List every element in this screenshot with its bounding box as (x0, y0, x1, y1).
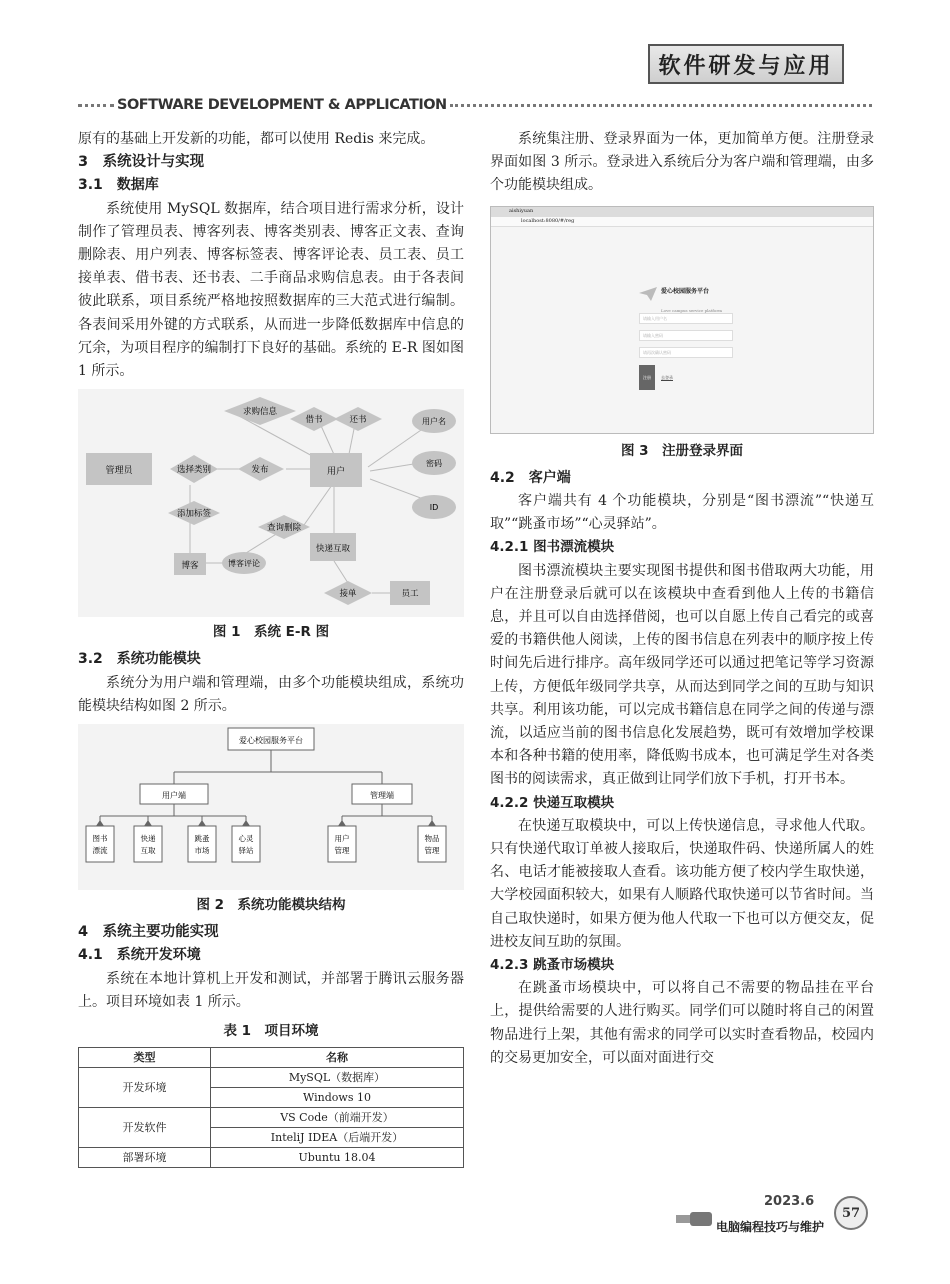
er-entity-kuaidi-label: 快递互取 (315, 544, 351, 555)
section-3-1-title: 3.1 数据库 (78, 177, 159, 194)
section-4-1-body: 系统在本地计算机上开发和测试，并部署于腾讯云服务器上。项目环境如表 1 所示。 (78, 970, 464, 1010)
section-4-2-title: 4.2 客户端 (490, 469, 571, 486)
fig2-caption: 图 2 系统功能模块结构 (196, 897, 346, 914)
confirm-password-input[interactable]: 请再次确认密码 (639, 347, 733, 358)
usb-plug-icon (676, 1210, 716, 1228)
register-button[interactable]: 注册 (639, 365, 655, 390)
table-head-name: 名称 (211, 1048, 464, 1068)
table-cell-dev-soft: 开发软件 (79, 1108, 211, 1148)
module-diagram-svg (78, 724, 464, 890)
er-rel-tianjia-label: 添加标签 (176, 509, 212, 520)
header-bar (78, 96, 872, 114)
module-m4-label-a: 心灵 (238, 834, 254, 844)
table-head-type: 类型 (79, 1048, 211, 1068)
section-4-2-1-body: 图书漂流模块主要实现图书提供和图书借取两大功能，用户在注册登录后就可以在该模块中查看到他人上传的书籍信息，并且可以自由选择借阅，也可以自愿上传自己看完的或喜爱的书籍供他人阅读，上传的图书信息在列表中的顺序按上传时间先后进行排序。高年级同学还可以通过把笔记等学习资源上传，方便低年级同学共享，从而达到同学之间的互助与知识共享。利用该功能，可以完成书籍信息在同学之间的传递与漂流，以适应当前的图书信息化发展趋势，既可有效增加学校课本和各种书籍的使用率，降低购书成本，也可满足学生对各类图书的阅读需求，真正做到让同学们放下手机，打开书本。 (490, 562, 874, 788)
register-login-screenshot (490, 206, 874, 434)
table-header-row (79, 1048, 464, 1068)
er-entity-boke-label: 博客 (181, 561, 199, 572)
er-diagram (78, 389, 464, 617)
module-arrow-user-4 (242, 820, 250, 826)
section-4-2-1-title: 4.2.1 图书漂流模块 (490, 539, 615, 556)
module-arrow-user-1 (96, 820, 104, 826)
right-column (490, 128, 874, 1070)
fig3-caption: 图 3 注册登录界面 (620, 442, 744, 459)
table-cell-win: Windows 10 (211, 1088, 464, 1108)
register-card (639, 285, 733, 385)
fig1-caption: 图 1 系统 E-R 图 (212, 624, 330, 641)
module-arrow-user-3 (198, 820, 206, 826)
table-row (79, 1108, 464, 1128)
module-arrow-admin-2 (428, 820, 436, 826)
module-m1-label-b: 漂流 (92, 846, 108, 856)
module-m6-label-b: 管理 (424, 846, 440, 856)
er-rel-fabu-label: 发布 (251, 465, 269, 476)
section-4-title: 4 系统主要功能实现 (78, 924, 219, 941)
er-entity-admin-label: 管理员 (105, 466, 133, 477)
er-attr-id-label: ID (429, 503, 439, 513)
er-rel-chaxun-label: 查询删除 (266, 523, 302, 534)
password-input[interactable]: 请输入密码 (639, 330, 733, 341)
table-cell-ubuntu: Ubuntu 18.04 (211, 1148, 464, 1168)
table-cell-deploy: 部署环境 (79, 1148, 211, 1168)
module-arrow-user-2 (144, 820, 152, 826)
browser-url: localhost:8080/#/reg (521, 217, 575, 224)
module-root-label: 爱心校园服务平台 (239, 736, 303, 746)
platform-logo-text: 爱心校园服务平台 (661, 287, 710, 295)
section-3-1-body: 系统使用 MySQL 数据库，结合项目进行需求分析，设计制作了管理员表、博客列表、博客类别表、博客正文表、查询删除表、用户列表、博客标签表、博客评论表、员工表、员工接单表、借书表、还书表、二手商品求购信息表。由于各表间彼此联系，项目系统严格地按照数据库的三大范式进行编制。各表间采用外键的方式联系，从而进一步降低数据库中信息的冗余，为项目程序的编制打下良好的基础。系统的 E-R 图如图 1 所示。 (78, 200, 464, 380)
section-4-2-2-title: 4.2.2 快递互取模块 (490, 794, 615, 811)
section-4-1-title: 4.1 系统开发环境 (78, 947, 201, 964)
paper-plane-icon (639, 287, 657, 301)
module-m5-label-a: 用户 (334, 834, 350, 844)
table-row (79, 1148, 464, 1168)
section-4-2-2-body: 在快递互取模块中，可以上传快递信息，寻求他人代取。只有快递代取订单被人接取后，快递取件码、快递所属人的姓名、电话才能被接取人查看。该功能方便了校内学生取快递，大学校园面积较大，如果有人顺路代取快递可以节省时间。当自己取快递时，如果方便为他人代取一下也可以方便交友，促进校友间互助的氛围。 (490, 817, 874, 950)
er-entity-user-label: 用户 (326, 467, 346, 478)
browser-address-bar (491, 217, 873, 227)
module-m5-label-b: 管理 (334, 846, 350, 856)
table-cell-mysql: MySQL（数据库） (211, 1068, 464, 1088)
section-4-2-3-title: 4.2.3 跳蚤市场模块 (490, 957, 615, 974)
left-column (78, 128, 464, 1168)
module-admin-side-label: 管理端 (370, 791, 394, 801)
module-diagram (78, 724, 464, 890)
er-attr-pinglun-label: 博客评论 (228, 559, 260, 569)
issue-date: 2023.6 (764, 1194, 815, 1209)
page-footer (676, 1192, 876, 1252)
module-m3-label-b: 市场 (194, 846, 210, 856)
module-user-side-label: 用户端 (162, 791, 186, 801)
register-actions (639, 365, 733, 390)
table1-caption: 表 1 项目环境 (223, 1023, 319, 1040)
er-rel-huanshu-label: 还书 (349, 415, 367, 426)
section-4-2-body: 客户端共有 4 个功能模块，分别是“图书漂流”“快递互取”“跳蚤市场”“心灵驿站”。 (490, 493, 874, 533)
journal-section-title: 软件研发与应用 (648, 44, 844, 84)
table-row (79, 1068, 464, 1088)
er-rel-qiugou-label: 求购信息 (242, 407, 278, 418)
module-m6-label-a: 物品 (424, 834, 440, 844)
section-3-title: 3 系统设计与实现 (78, 154, 205, 171)
header-dots-left (78, 104, 114, 107)
er-rel-jieshu-label: 借书 (305, 415, 323, 426)
goto-login-link[interactable]: 去登录 (661, 374, 673, 380)
table-cell-idea: InteliJ IDEA（后端开发） (211, 1128, 464, 1148)
module-m4-label-b: 驿站 (238, 846, 254, 856)
platform-slogan: Love campus service platform (661, 307, 723, 313)
module-m2-label-a: 快递 (140, 834, 156, 844)
module-arrow-admin-1 (338, 820, 346, 826)
section-3-2-title: 3.2 系统功能模块 (78, 651, 201, 668)
section-3-2-body: 系统分为用户端和管理端，由多个功能模块组成，系统功能模块结构如图 2 所示。 (78, 674, 464, 714)
er-attr-password-label: 密码 (426, 459, 442, 469)
section-4-2-3-body: 在跳蚤市场模块中，可以将自己不需要的物品挂在平台上，提供给需要的人进行购买。同学们可以随时将自己的闲置物品进行上架，其他有需求的同学可以实时查看物品，校园内的交易更加安全，可以面对面进行交 (490, 980, 874, 1066)
er-rel-jiedan-label: 接单 (339, 589, 357, 600)
er-diagram-svg (78, 389, 464, 617)
header-en-title: SOFTWARE DEVELOPMENT & APPLICATION (117, 97, 447, 113)
intro-tail: 原有的基础上开发新的功能，都可以使用 Redis 来完成。 (78, 131, 435, 147)
browser-tab-label: aishiyuan (509, 208, 534, 215)
username-input[interactable]: 请输入用户名 (639, 313, 733, 324)
header-dots-right (450, 104, 872, 107)
er-entity-yuangong-label: 员工 (401, 589, 419, 600)
module-m1-label-a: 图书 (92, 834, 108, 844)
project-env-table (78, 1047, 464, 1168)
page-number: 57 (834, 1196, 868, 1230)
er-rel-xuanze-label: 选择类别 (176, 465, 212, 476)
right-intro: 系统集注册、登录界面为一体，更加简单方便。注册登录界面如图 3 所示。登录进入系统后分为客户端和管理端，由多个功能模块组成。 (490, 131, 874, 194)
module-m2-label-b: 互取 (140, 846, 156, 856)
table-cell-dev-env: 开发环境 (79, 1068, 211, 1108)
table-cell-vscode: VS Code（前端开发） (211, 1108, 464, 1128)
module-m3-label-a: 跳蚤 (194, 834, 210, 844)
er-attr-username-label: 用户名 (422, 417, 446, 427)
magazine-name: 电脑编程技巧与维护 (716, 1220, 825, 1234)
